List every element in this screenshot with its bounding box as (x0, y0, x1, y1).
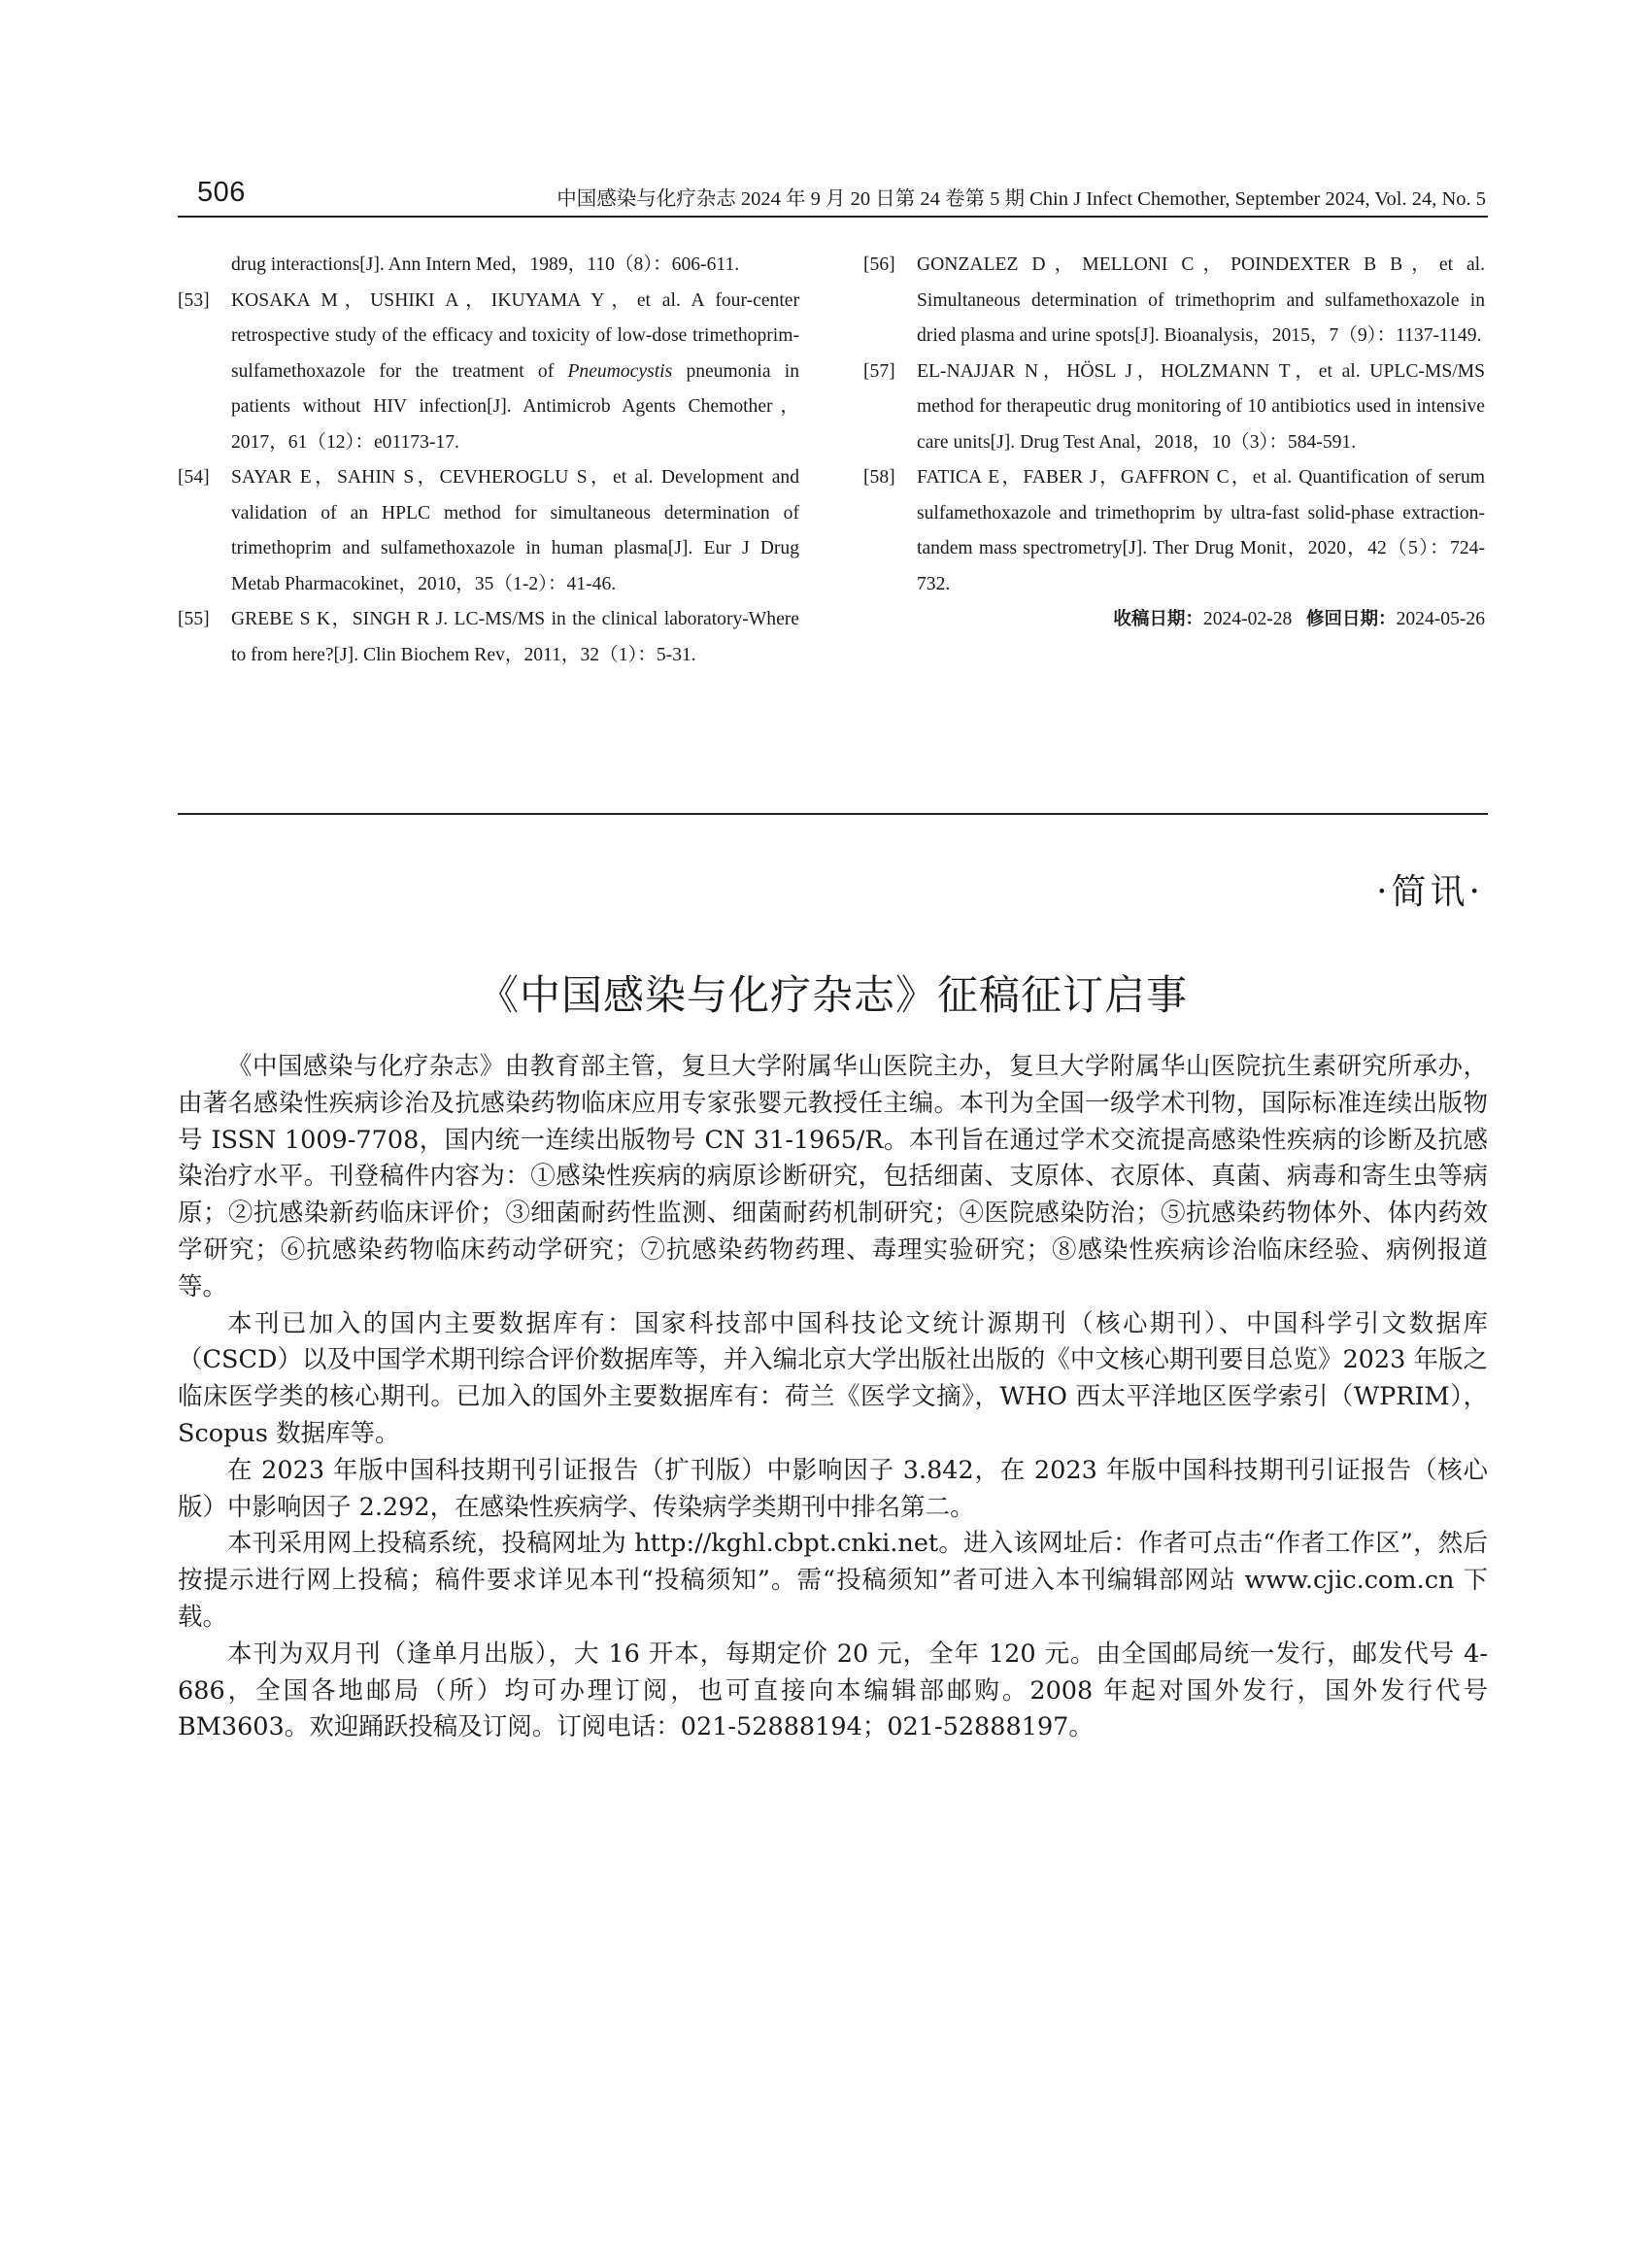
reference-text: SAYAR E，SAHIN S，CEVHEROGLU S，et al. Development and validation of an HPLC method for simultaneous determination of trimethoprim and sulfamethoxazole in human plasma[J]. Eur J Drug Metab Pharmacokinet，2010，35（1-2）：41-46. (231, 467, 799, 594)
running-head: 中国感染与化疗杂志 2024 年 9 月 20 日第 24 卷第 5 期 Chin J Infect Chemother, September 2024, Vol. 24, No. 5 (556, 188, 1486, 210)
reference-text: GONZALEZ D，MELLONI C，POINDEXTER B B，et al. Simultaneous determination of trimethoprim and sulfamethoxazole in dried plasma and urine spots[J]. Bioanalysis，2015，7（9）：1137-1149. (917, 254, 1485, 346)
notice-body (178, 1049, 1488, 1746)
reference-text-part: pneumonia in patients without HIV infection[J]. Antimicrob Agents Chemother，2017，61（12）：e01173-17. (231, 360, 799, 453)
reference-item (863, 355, 1485, 461)
reference-item (178, 602, 799, 673)
page-number: 506 (197, 177, 246, 208)
revised-date: 2024-05-26 (1396, 609, 1485, 629)
received-label: 收稿日期： (1113, 609, 1203, 629)
reference-column-right (863, 248, 1485, 638)
revised-label: 修回日期： (1306, 609, 1397, 629)
notice-title: 《中国感染与化疗杂志》征稿征订启事 (477, 971, 1188, 1019)
section-tag: ·简讯· (1376, 872, 1484, 912)
reference-text: drug interactions[J]. Ann Intern Med，1989，110（8）：606-611. (231, 254, 740, 275)
reference-text: GREBE S K，SINGH R J. LC-MS/MS in the clinical laboratory-Where to from here?[J]. Clin Biochem Rev，2011，32（1）：5-31. (231, 609, 799, 665)
reference-italic-term: Pneumocystis (567, 360, 673, 382)
reference-text: EL-NAJJAR N，HÖSL J，HOLZMANN T，et al. UPLC-MS/MS method for therapeutic drug monitoring of 10 antibiotics used in intensive care units[J]. Drug Test Anal，2018，10（3）：584-591. (917, 360, 1485, 453)
reference-number: [57] (863, 360, 895, 382)
notice-paragraph: 本刊采用网上投稿系统，投稿网址为 http://kghl.cbpt.cnki.net。进入该网址后：作者可点击“作者工作区”，然后按提示进行网上投稿；稿件要求详见本刊“投稿须知”。需“投稿须知”者可进入本刊编辑部网站 www.cjic.com.cn 下载。 (178, 1529, 1488, 1632)
reference-item (178, 248, 799, 284)
received-date: 2024-02-28 (1202, 609, 1293, 629)
reference-number: [55] (178, 609, 210, 629)
reference-number: [56] (863, 254, 895, 275)
reference-text-part: KOSAKA M，USHIKI A，IKUYAMA Y，et al. A four-center retrospective study of the efficacy and toxicity of low-dose trimethoprim-sulfamethoxazole for the treatment of (231, 289, 799, 382)
reference-list (178, 248, 1488, 714)
article-dates (863, 602, 1485, 638)
notice-paragraph: 本刊为双月刊（逢单月出版），大 16 开本，每期定价 20 元，全年 120 元。由全国邮局统一发行，邮发代号 4-686，全国各地邮局（所）均可办理订阅，也可直接向本编辑部邮购。2008 年起对国外发行，国外发行代号 BM3603。欢迎踊跃投稿及订阅。订阅电话：021-52888194；021-52888197。 (178, 1639, 1488, 1742)
notice-paragraph: 本刊已加入的国内主要数据库有：国家科技部中国科技论文统计源期刊（核心期刊）、中国科学引文数据库（CSCD）以及中国学术期刊综合评价数据库等，并入编北京大学出版社出版的《中文核心期刊要目总览》2023 年版之临床医学类的核心期刊。已加入的国外主要数据库有：荷兰《医学文摘》，WHO 西太平洋地区医学索引（WPRIM），Scopus 数据库等。 (178, 1308, 1488, 1448)
reference-text: FATICA E，FABER J，GAFFRON C，et al. Quantification of serum sulfamethoxazole and trimethoprim by ultra-fast solid-phase extraction-tandem mass spectrometry[J]. Ther Drug Monit，2020，42（5）：724-732. (917, 467, 1485, 594)
reference-number: [58] (863, 467, 895, 488)
section-divider (178, 813, 1488, 815)
reference-item (863, 248, 1485, 355)
journal-page (178, 175, 1488, 1742)
reference-column-left (178, 248, 799, 673)
reference-number: [53] (178, 289, 210, 311)
reference-item (178, 460, 799, 602)
reference-item (863, 460, 1485, 602)
notice-paragraph: 在 2023 年版中国科技期刊引证报告（扩刊版）中影响因子 3.842，在 2023 年版中国科技期刊引证报告（核心版）中影响因子 2.292，在感染性疾病学、传染病学类期刊中排名第二。 (178, 1455, 1488, 1522)
page-header (178, 175, 1488, 218)
reference-text (231, 290, 799, 453)
reference-item (178, 284, 799, 461)
reference-number: [54] (178, 467, 210, 488)
notice-paragraph: 《中国感染与化疗杂志》由教育部主管，复旦大学附属华山医院主办，复旦大学附属华山医院抗生素研究所承办，由著名感染性疾病诊治及抗感染药物临床应用专家张婴元教授任主编。本刊为全国一级学术刊物，国际标准连续出版物号 ISSN 1009-7708，国内统一连续出版物号 CN 31-1965/R。本刊旨在通过学术交流提高感染性疾病的诊断及抗感染治疗水平。刊登稿件内容为：①感染性疾病的病原诊断研究，包括细菌、支原体、衣原体、真菌、病毒和寄生虫等病原；②抗感染新药临床评价；③细菌耐药性监测、细菌耐药机制研究；④医院感染防治；⑤抗感染药物体外、体内药效学研究；⑥抗感染药物临床药动学研究；⑦抗感染药物药理、毒理实验研究；⑧感染性疾病诊治临床经验、病例报道等。 (178, 1052, 1488, 1301)
